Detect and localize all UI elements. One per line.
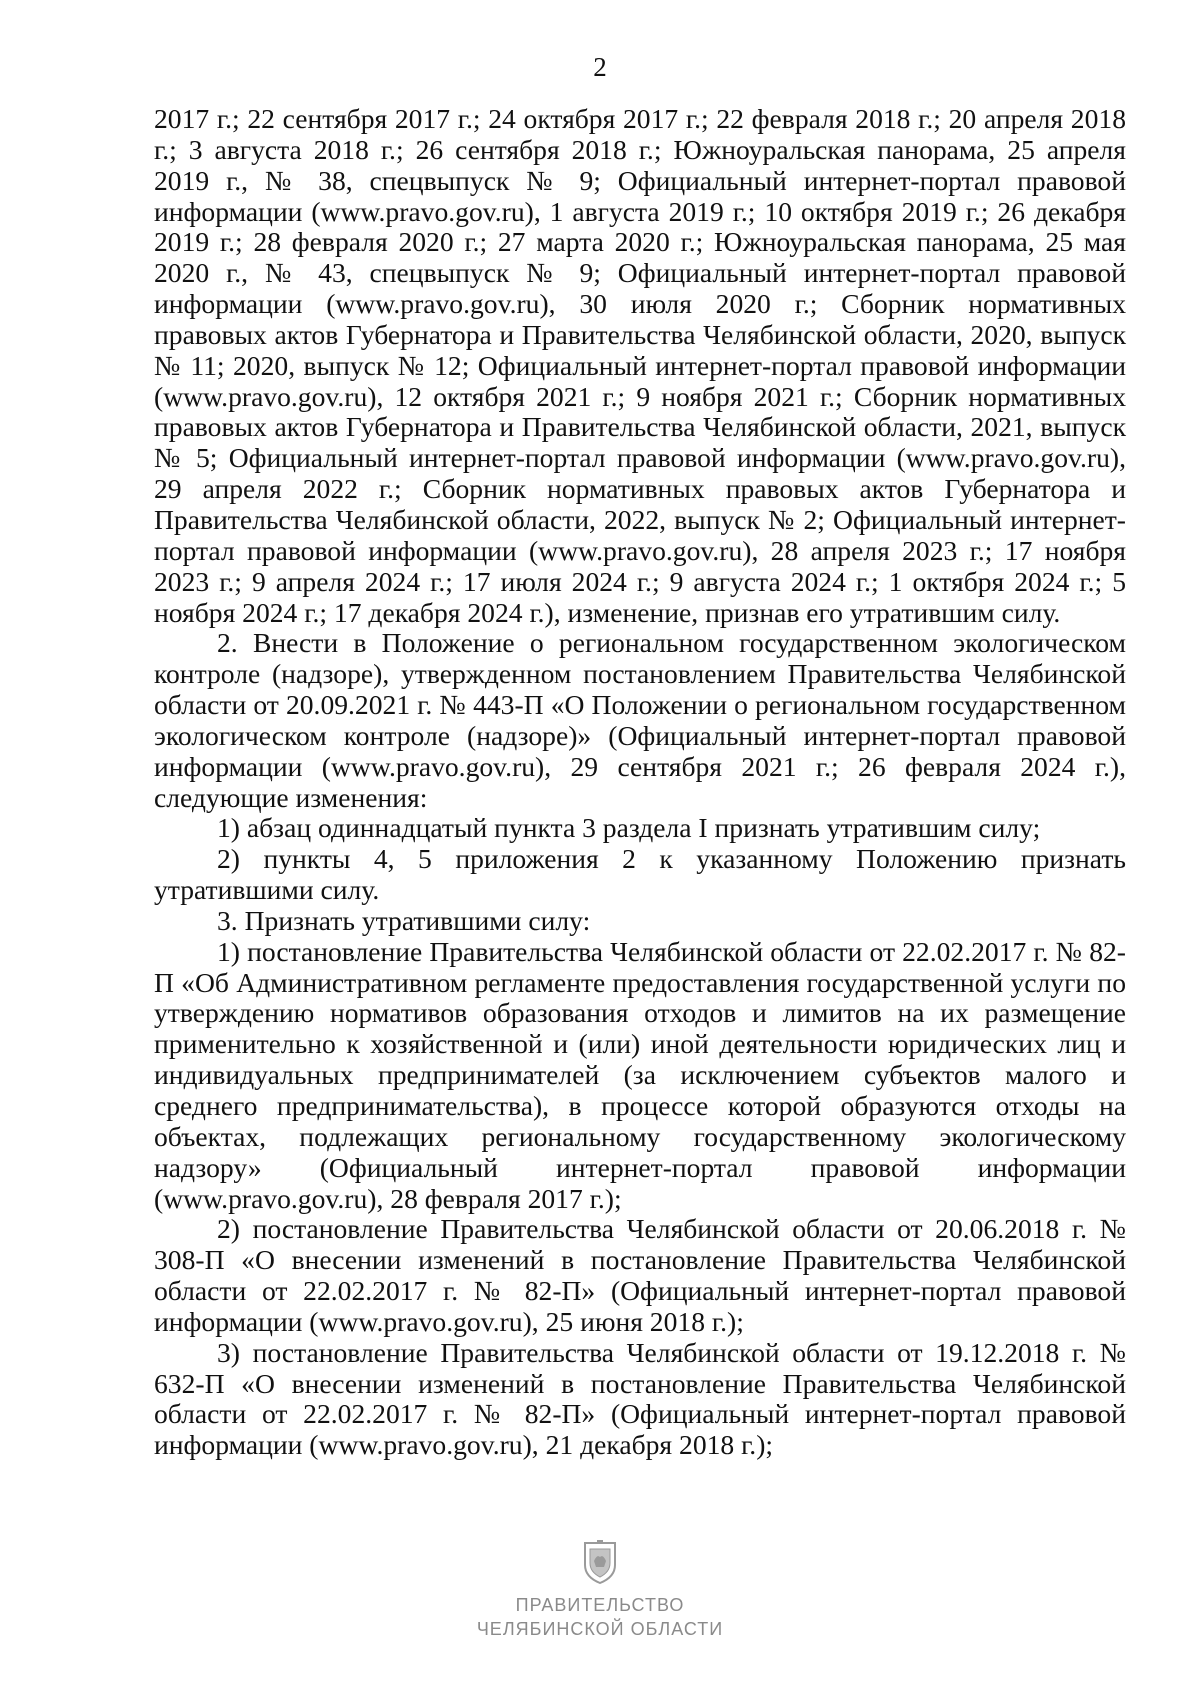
paragraph-continuation: 2017 г.; 22 сентября 2017 г.; 24 октября 2017 г.; 22 февраля 2018 г.; 20 апреля 2018 г.; 3 августа 2018 г.; 26 сентября 2018 г.; Южноуральская панорама, 25 апреля 2019 г., № 38, спецвыпуск № 9; Официальный интернет-портал правовой информации (www.pravo.gov.ru), 1 августа 2019 г.; 10 октября 2019 г.; 26 декабря 2019 г.; 28 февраля 2020 г.; 27 марта 2020 г.; Южноуральская панорама, 25 мая 2020 г., № 43, спецвыпуск № 9; Официальный интернет-портал правовой информации (www.pravo.gov.ru), 30 июля 2020 г.; Сборник нормативных правовых актов Губернатора и Правительства Челябинской области, 2020, выпуск № 11; 2020, выпуск № 12; Официальный интернет-портал правовой информации (www.pravo.gov.ru), 12 октября 2021 г.; 9 ноября 2021 г.; Сборник нормативных правовых актов Губернатора и Правительства Челябинской области, 2021, выпуск № 5; Официальный интернет-портал правовой информации (www.pravo.gov.ru), 29 апреля 2022 г.; Сборник нормативных правовых актов Губернатора и Правительства Челябинской области, 2022, выпуск № 2; Официальный интернет-портал правовой информации (www.pravo.gov.ru), 28 апреля 2023 г.; 17 ноября 2023 г.; 9 апреля 2024 г.; 17 июля 2024 г.; 9 августа 2024 г.; 1 октября 2024 г.; 5 ноября 2024 г.; 17 декабря 2024 г.), изменение, признав его утратившим силу. [154, 103, 1126, 628]
paragraph-item-2: 2. Внести в Положение о региональном государственном экологическом контроле (надзоре), утвержденном постановлением Правительства Челябинской области от 20.09.2021 г. № 443-П «О Положении о региональном государственном экологическом контроле (надзоре)» (Официальный интернет-портал правовой информации (www.pravo.gov.ru), 29 сентября 2021 г.; 26 февраля 2024 г.), следующие изменения: [154, 627, 1126, 813]
stamp-text-line1: ПРАВИТЕЛЬСТВО [515, 1595, 685, 1615]
paragraph-subitem-2-2: 2) пункты 4, 5 приложения 2 к указанному Положению признать утратившими силу. [154, 843, 1126, 906]
paragraph-subitem-3-1: 1) постановление Правительства Челябинской области от 22.02.2017 г. № 82-П «Об Административном регламенте предоставления государственной услуги по утверждению нормативов образования отходов и лимитов на их размещение применительно к хозяйственной и (или) иной деятельности юридических лиц и индивидуальных предпринимателей (за исключением субъектов малого и среднего предпринимательства), в процессе которой образуются отходы на объектах, подлежащих региональному государственному экологическому надзору» (Официальный интернет-портал правовой информации (www.pravo.gov.ru), 28 февраля 2017 г.); [154, 935, 1126, 1214]
paragraph-subitem-2-1: 1) абзац одиннадцатый пункта 3 раздела I признать утратившим силу; [217, 812, 1041, 844]
paragraph-item-3: 3. Признать утратившими силу: [217, 904, 591, 936]
document-body [154, 104, 1126, 1461]
paragraph-subitem-3-3: 3) постановление Правительства Челябинской области от 19.12.2018 г. № 632-П «О внесении изменений в постановление Правительства Челябинской области от 22.02.2017 г. № 82-П» (Официальный интернет-портал правовой информации (www.pravo.gov.ru), 21 декабря 2018 г.); [154, 1336, 1126, 1461]
paragraph-subitem-3-2: 2) постановление Правительства Челябинской области от 20.06.2018 г. № 308-П «О внесении изменений в постановление Правительства Челябинской области от 22.02.2017 г. № 82-П» (Официальный интернет-портал правовой информации (www.pravo.gov.ru), 25 июня 2018 г.); [154, 1213, 1126, 1337]
coat-of-arms-icon [580, 1539, 620, 1585]
stamp-text-line2: ЧЕЛЯБИНСКОЙ ОБЛАСТИ [476, 1619, 724, 1639]
page-number: 2 [593, 52, 607, 82]
